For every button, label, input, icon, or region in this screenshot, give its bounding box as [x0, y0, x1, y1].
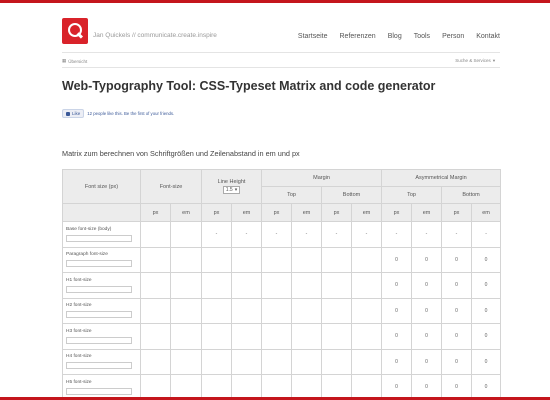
- value-cell: [412, 222, 442, 248]
- value-cell: [472, 324, 501, 350]
- font-size-input[interactable]: [66, 362, 132, 369]
- value-cell: [262, 222, 292, 248]
- value-cell: [171, 324, 202, 350]
- value-cell: [232, 298, 262, 324]
- value-cell: [382, 273, 412, 299]
- line-height-select[interactable]: [223, 186, 240, 194]
- value-cell: [322, 222, 352, 248]
- search-services-dropdown[interactable]: [455, 58, 496, 63]
- font-size-input[interactable]: [66, 337, 132, 344]
- header-em: em: [412, 204, 442, 222]
- caret-down-icon: ▼: [492, 58, 496, 63]
- cell-value: 0: [425, 384, 428, 391]
- cell-value: 0: [395, 282, 398, 289]
- cell-value: -: [245, 231, 248, 238]
- value-cell: [292, 247, 322, 273]
- thumbs-up-icon: [66, 112, 70, 116]
- overview-label: Übersicht: [68, 58, 88, 64]
- value-cell: [232, 349, 262, 375]
- font-size-input[interactable]: [66, 235, 132, 242]
- cell-value: 0: [425, 307, 428, 314]
- cell-value: -: [215, 231, 218, 238]
- value-cell: [322, 324, 352, 350]
- cell-value: 0: [484, 256, 488, 263]
- value-cell: [171, 222, 202, 248]
- value-cell: [352, 247, 382, 273]
- value-cell: [171, 349, 202, 375]
- cell-value: 0: [395, 358, 398, 365]
- value-cell: [202, 349, 232, 375]
- value-cell: [442, 273, 472, 299]
- table-row: [63, 222, 501, 248]
- cell-value: 0: [455, 282, 458, 289]
- cell-value: 0: [425, 282, 428, 289]
- value-cell: [232, 324, 262, 350]
- row-label-cell: [63, 298, 141, 324]
- cell-value: -: [395, 231, 398, 238]
- header-font-size: Font-size: [141, 170, 202, 204]
- cell-value: 0: [455, 358, 458, 365]
- table-row: [63, 324, 501, 350]
- row-label: H1 font-size: [66, 277, 92, 283]
- value-cell: [352, 298, 382, 324]
- value-cell: [262, 273, 292, 299]
- header-divider: [62, 52, 500, 53]
- main-nav: [298, 33, 500, 40]
- cell-value: -: [425, 231, 428, 238]
- font-size-input[interactable]: [66, 311, 132, 318]
- value-cell: [472, 222, 501, 248]
- grid-icon: ▦: [62, 58, 67, 63]
- value-cell: [412, 324, 442, 350]
- cell-value: 0: [425, 333, 428, 340]
- value-cell: [262, 324, 292, 350]
- value-cell: [412, 273, 442, 299]
- value-cell: [141, 324, 171, 350]
- cell-value: 0: [484, 358, 488, 365]
- value-cell: [442, 324, 472, 350]
- value-cell: [352, 222, 382, 248]
- header-line-height: [202, 170, 262, 204]
- value-cell: [382, 298, 412, 324]
- cell-value: 0: [484, 384, 488, 391]
- cell-value: 0: [395, 333, 398, 340]
- value-cell: [442, 247, 472, 273]
- value-cell: [262, 349, 292, 375]
- line-height-value: 1.5: [225, 187, 233, 193]
- header-asym-bottom: Bottom: [442, 187, 501, 204]
- value-cell: [412, 247, 442, 273]
- value-cell: [202, 247, 232, 273]
- value-cell: [292, 298, 322, 324]
- search-services-label: Suche & Services: [455, 58, 491, 63]
- cell-value: 0: [484, 282, 488, 289]
- value-cell: [412, 298, 442, 324]
- value-cell: [232, 222, 262, 248]
- cell-value: 0: [484, 307, 488, 314]
- header-margin-top: Top: [262, 187, 322, 204]
- like-count-text: 12 people like this. Be the first of your friends.: [87, 111, 175, 116]
- subbar-divider: [62, 67, 500, 68]
- value-cell: [442, 222, 472, 248]
- header-blank: [63, 204, 141, 222]
- value-cell: [262, 298, 292, 324]
- value-cell: [232, 273, 262, 299]
- value-cell: [141, 349, 171, 375]
- cell-value: -: [365, 231, 368, 238]
- row-label: Base font-size (body): [66, 226, 112, 232]
- value-cell: [412, 349, 442, 375]
- header-margin: Margin: [262, 170, 382, 187]
- row-label: H3 font-size: [66, 328, 92, 334]
- font-size-input[interactable]: [66, 286, 132, 293]
- header-px: px: [382, 204, 412, 222]
- header-px: px: [442, 204, 472, 222]
- value-cell: [202, 222, 232, 248]
- value-cell: [171, 273, 202, 299]
- value-cell: [382, 349, 412, 375]
- value-cell: [262, 247, 292, 273]
- value-cell: [202, 298, 232, 324]
- row-label: Paragraph font-size: [66, 252, 108, 258]
- value-cell: [171, 247, 202, 273]
- header-px: px: [141, 204, 171, 222]
- line-height-label: Line Height: [217, 179, 246, 185]
- overview-link[interactable]: [62, 58, 87, 64]
- font-size-input[interactable]: [66, 388, 132, 395]
- row-label-cell: [63, 222, 141, 248]
- header-em: em: [292, 204, 322, 222]
- value-cell: [472, 349, 501, 375]
- row-label-cell: [63, 324, 141, 350]
- value-cell: [352, 349, 382, 375]
- table-row: [63, 349, 501, 375]
- row-label: H5 font-size: [66, 379, 92, 385]
- value-cell: [141, 298, 171, 324]
- value-cell: [141, 273, 171, 299]
- value-cell: [382, 222, 412, 248]
- header-px: px: [262, 204, 292, 222]
- value-cell: [382, 247, 412, 273]
- value-cell: [292, 349, 322, 375]
- value-cell: [322, 247, 352, 273]
- cell-value: 0: [455, 256, 458, 263]
- value-cell: [232, 247, 262, 273]
- value-cell: [202, 273, 232, 299]
- matrix-body: [63, 222, 501, 400]
- nav-item-person[interactable]: Person: [442, 33, 465, 40]
- facebook-like-widget: [62, 109, 174, 118]
- cell-value: -: [275, 231, 278, 238]
- header-px: px: [202, 204, 232, 222]
- cell-value: -: [305, 231, 308, 238]
- cell-value: 0: [425, 256, 428, 263]
- top-accent-bar: [0, 0, 550, 3]
- value-cell: [292, 324, 322, 350]
- site-title: Jan Quickels // communicate.create.inspire: [93, 32, 217, 39]
- header-asym-top: Top: [382, 187, 442, 204]
- value-cell: [442, 298, 472, 324]
- header-em: em: [352, 204, 382, 222]
- row-label-cell: [63, 247, 141, 273]
- value-cell: [442, 349, 472, 375]
- row-label: H2 font-size: [66, 303, 92, 309]
- site-logo[interactable]: [62, 18, 88, 44]
- header-em: em: [171, 204, 202, 222]
- cell-value: -: [455, 231, 458, 238]
- nav-item-blog[interactable]: Blog: [387, 33, 402, 40]
- value-cell: [352, 324, 382, 350]
- value-cell: [472, 298, 501, 324]
- value-cell: [382, 324, 412, 350]
- cell-value: 0: [484, 333, 488, 340]
- nav-item-startseite[interactable]: Startseite: [297, 33, 328, 40]
- cell-value: 0: [395, 307, 398, 314]
- value-cell: [292, 273, 322, 299]
- nav-item-referenzen[interactable]: Referenzen: [339, 33, 376, 40]
- font-size-input[interactable]: [66, 260, 132, 267]
- value-cell: [202, 324, 232, 350]
- value-cell: [292, 222, 322, 248]
- value-cell: [322, 349, 352, 375]
- value-cell: [352, 273, 382, 299]
- cell-value: -: [335, 231, 338, 238]
- value-cell: [141, 222, 171, 248]
- cell-value: -: [485, 231, 487, 238]
- table-row: [63, 273, 501, 299]
- value-cell: [141, 247, 171, 273]
- table-row: [63, 247, 501, 273]
- header-em: em: [472, 204, 501, 222]
- header-margin-bottom: Bottom: [322, 187, 382, 204]
- header-asym-margin: Asymmetrical Margin: [382, 170, 501, 187]
- select-arrow-icon: ▾: [234, 187, 238, 193]
- header-font-size-px: Font size (px): [63, 170, 141, 204]
- facebook-like-button[interactable]: [62, 109, 84, 118]
- value-cell: [322, 298, 352, 324]
- header-em: em: [232, 204, 262, 222]
- nav-item-tools[interactable]: Tools: [413, 33, 431, 40]
- cell-value: 0: [455, 384, 458, 391]
- header-px: px: [322, 204, 352, 222]
- row-label: H4 font-size: [66, 354, 92, 360]
- typeset-matrix-table: [62, 169, 501, 400]
- logo-tail: [77, 32, 83, 38]
- page-title: Web-Typography Tool: CSS-Typeset Matrix and code generator: [62, 79, 436, 93]
- value-cell: [472, 247, 501, 273]
- row-label-cell: [63, 349, 141, 375]
- nav-item-kontakt[interactable]: Kontakt: [476, 33, 500, 40]
- value-cell: [322, 273, 352, 299]
- cell-value: 0: [395, 256, 398, 263]
- cell-value: 0: [395, 384, 398, 391]
- like-label: Like: [72, 111, 81, 116]
- matrix-title: Matrix zum berechnen von Schriftgrößen und Zeilenabstand in em und px: [62, 149, 300, 158]
- cell-value: 0: [455, 307, 458, 314]
- cell-value: 0: [425, 358, 428, 365]
- row-label-cell: [63, 273, 141, 299]
- value-cell: [171, 298, 202, 324]
- table-row: [63, 298, 501, 324]
- value-cell: [472, 273, 501, 299]
- cell-value: 0: [455, 333, 458, 340]
